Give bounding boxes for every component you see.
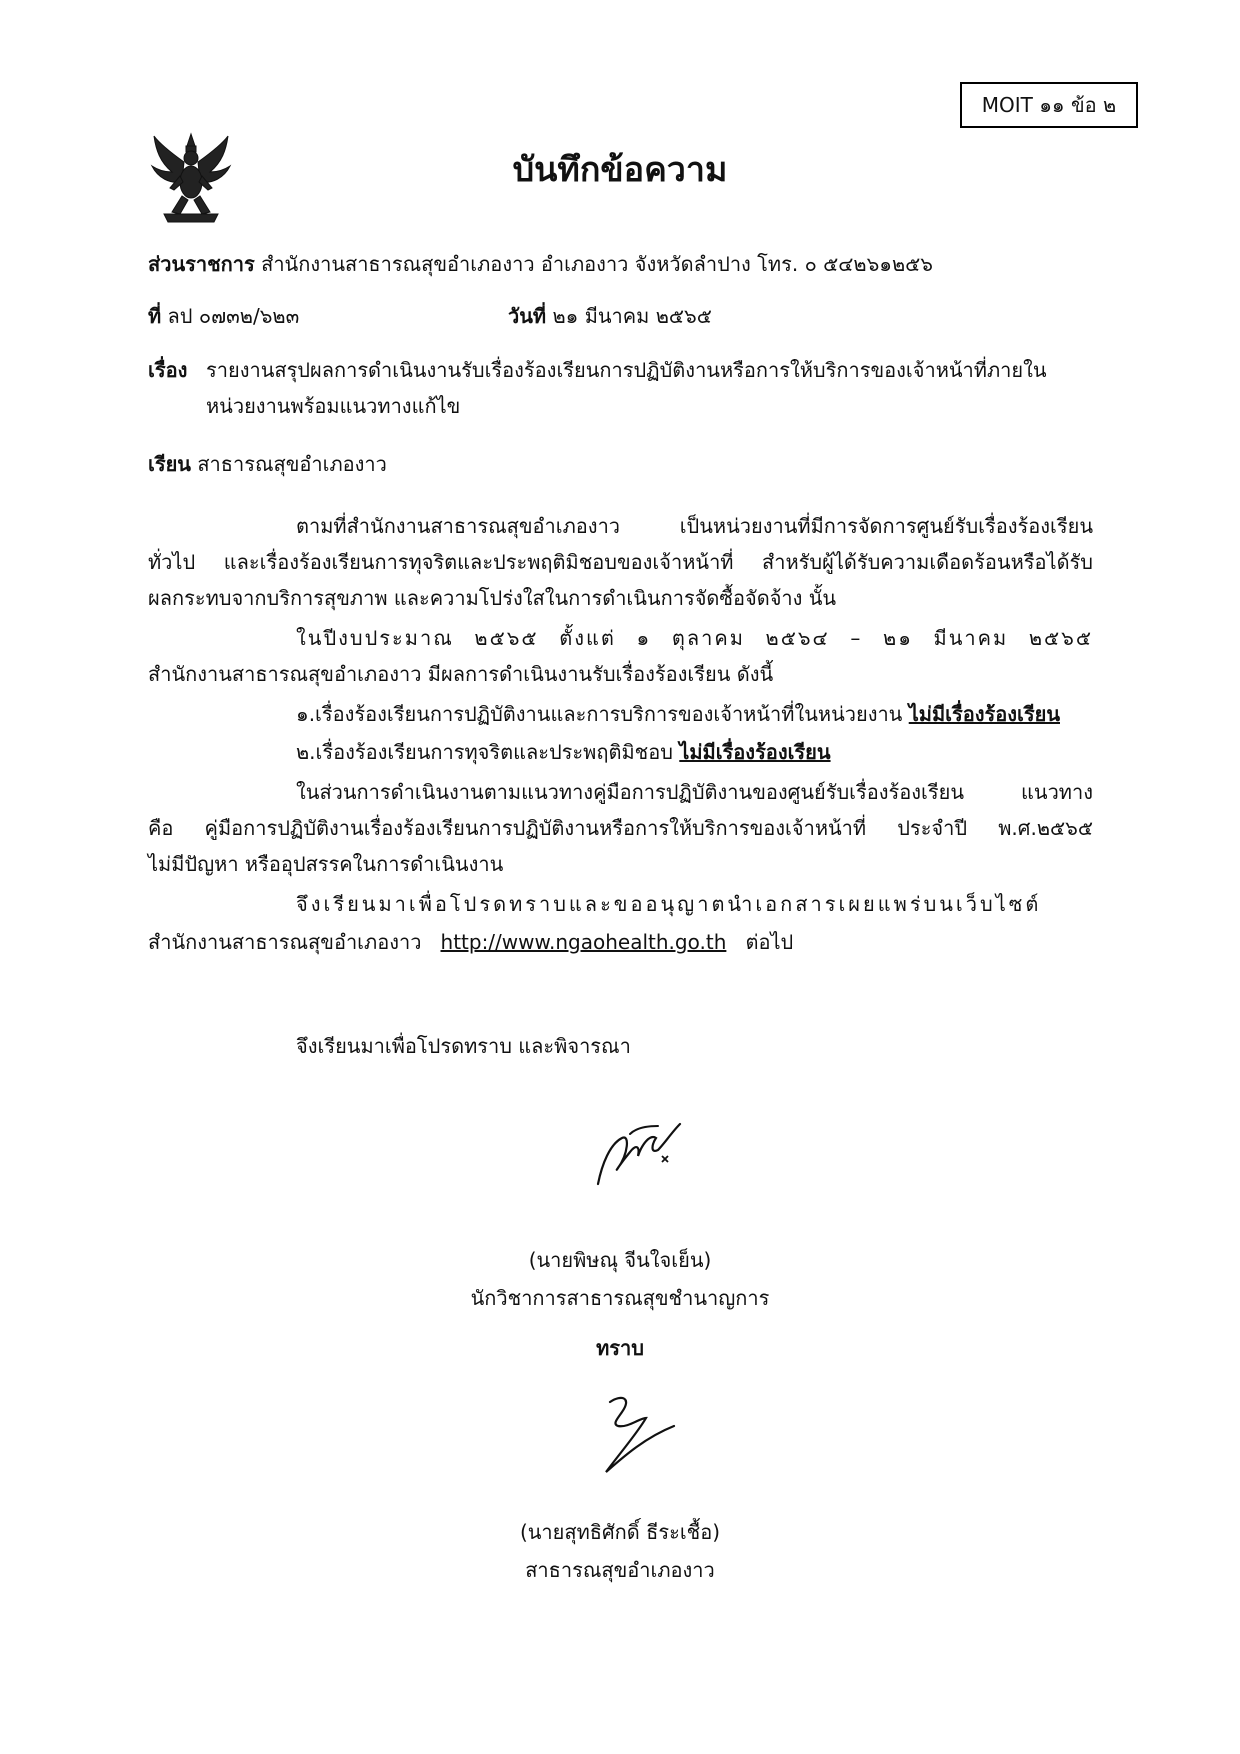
date-value: ๒๑ มีนาคม ๒๕๖๕ <box>552 304 712 328</box>
complaint-item-1-result: ไม่มีเรื่องร้องเรียน <box>908 702 1060 726</box>
addressee-line <box>148 446 387 482</box>
signer-2-name: (นายสุทธิศักดิ์ ธีระเชื้อ) <box>519 1520 721 1544</box>
complaint-item-2 <box>296 734 831 770</box>
body-p3-line-1: ในส่วนการดำเนินงานตามแนวทางคู่มือการปฏิบัติงานของศูนย์รับเรื่องร้องเรียน แนวทาง <box>296 780 1093 804</box>
subject-label: เรื่อง <box>148 358 188 382</box>
body-p3-line-3: ไม่มีปัญหา หรืออุปสรรคในการดำเนินงาน <box>148 852 504 876</box>
body-p3-line-2: คือ คู่มือการปฏิบัติงานเรื่องร้องเรียนการปฏิบัติงานหรือการให้บริการของเจ้าหน้าที่ ประจำปี พ.ศ.๒๕๖๕ <box>148 816 1093 840</box>
subject-line-1: รายงานสรุปผลการดำเนินงานรับเรื่องร้องเรียนการปฏิบัติงานหรือการให้บริการของเจ้าหน้าที่ภายใน <box>206 358 1047 382</box>
complaint-item-2-text: ๒.เรื่องร้องเรียนการทุจริตและประพฤติมิชอบ <box>296 740 673 764</box>
complaint-item-1 <box>296 696 1060 732</box>
body-p4-suffix: ต่อไป <box>745 930 794 954</box>
signer-1-position: นักวิชาการสาธารณสุขชำนาญการ <box>470 1286 770 1310</box>
reference-line <box>148 298 299 334</box>
date-line <box>508 298 712 334</box>
agency-line <box>148 246 933 282</box>
reference-label: ที่ <box>148 304 162 328</box>
website-link[interactable]: http://www.ngaohealth.go.th <box>440 930 727 954</box>
subject-line-2: หน่วยงานพร้อมแนวทางแก้ไข <box>206 394 461 418</box>
body-p2-line-2: สำนักงานสาธารณสุขอำเภองาว มีผลการดำเนินงานรับเรื่องร้องเรียน ดังนี้ <box>148 662 774 686</box>
signature-2-image <box>588 1388 688 1480</box>
body-p2-line-1: ในปีงบประมาณ ๒๕๖๕ ตั้งแต่ ๑ ตุลาคม ๒๕๖๔ – ๒๑ มีนาคม ๒๕๖๕ <box>296 626 1093 650</box>
body-p1-line-3: ผลกระทบจากบริการสุขภาพ และความโปร่งใสในการดำเนินการจัดซื้อจัดจ้าง นั้น <box>148 586 837 610</box>
acknowledge-label: ทราบ <box>596 1336 644 1360</box>
body-p4-line-2 <box>148 924 793 960</box>
agency-label: ส่วนราชการ <box>148 252 255 276</box>
reference-number: ลป ๐๗๓๒/๖๒๓ <box>167 304 300 328</box>
body-p4-prefix: สำนักงานสาธารณสุขอำเภองาว <box>148 930 422 954</box>
signer-2-position: สาธารณสุขอำเภองาว <box>525 1558 715 1582</box>
agency-value: สำนักงานสาธารณสุขอำเภองาว อำเภองาว จังหวัดลำปาง โทร. ๐ ๕๔๒๖๑๒๕๖ <box>261 252 933 276</box>
body-p4-line-1: จึงเรียนมาเพื่อโปรดทราบและขออนุญาตนำเอกสารเผยแพร่บนเว็บไซต์ <box>296 892 1042 916</box>
complaint-item-1-text: ๑.เรื่องร้องเรียนการปฏิบัติงานและการบริการของเจ้าหน้าที่ในหน่วยงาน <box>296 702 903 726</box>
date-label: วันที่ <box>508 304 547 328</box>
signer-1-name: (นายพิษณุ จีนใจเย็น) <box>528 1248 712 1272</box>
body-p1-line-2: ทั่วไป และเรื่องร้องเรียนการทุจริตและประพฤติมิชอบของเจ้าหน้าที่ สำหรับผู้ได้รับความเดือดร้อนหรือได้รับ <box>148 550 1093 574</box>
document-title: บันทึกข้อความ <box>512 150 728 190</box>
body-p1-line-1: ตามที่สำนักงานสาธารณสุขอำเภองาว เป็นหน่วยงานที่มีการจัดการศูนย์รับเรื่องร้องเรียน <box>296 514 1093 538</box>
addressee-value: สาธารณสุขอำเภองาว <box>197 452 387 476</box>
addressee-label: เรียน <box>148 452 191 476</box>
signature-1-image <box>580 1104 690 1194</box>
document-code-box: MOIT ๑๑ ข้อ ๒ <box>960 82 1138 128</box>
complaint-item-2-result: ไม่มีเรื่องร้องเรียน <box>679 740 831 764</box>
closing-line: จึงเรียนมาเพื่อโปรดทราบ และพิจารณา <box>296 1034 631 1058</box>
